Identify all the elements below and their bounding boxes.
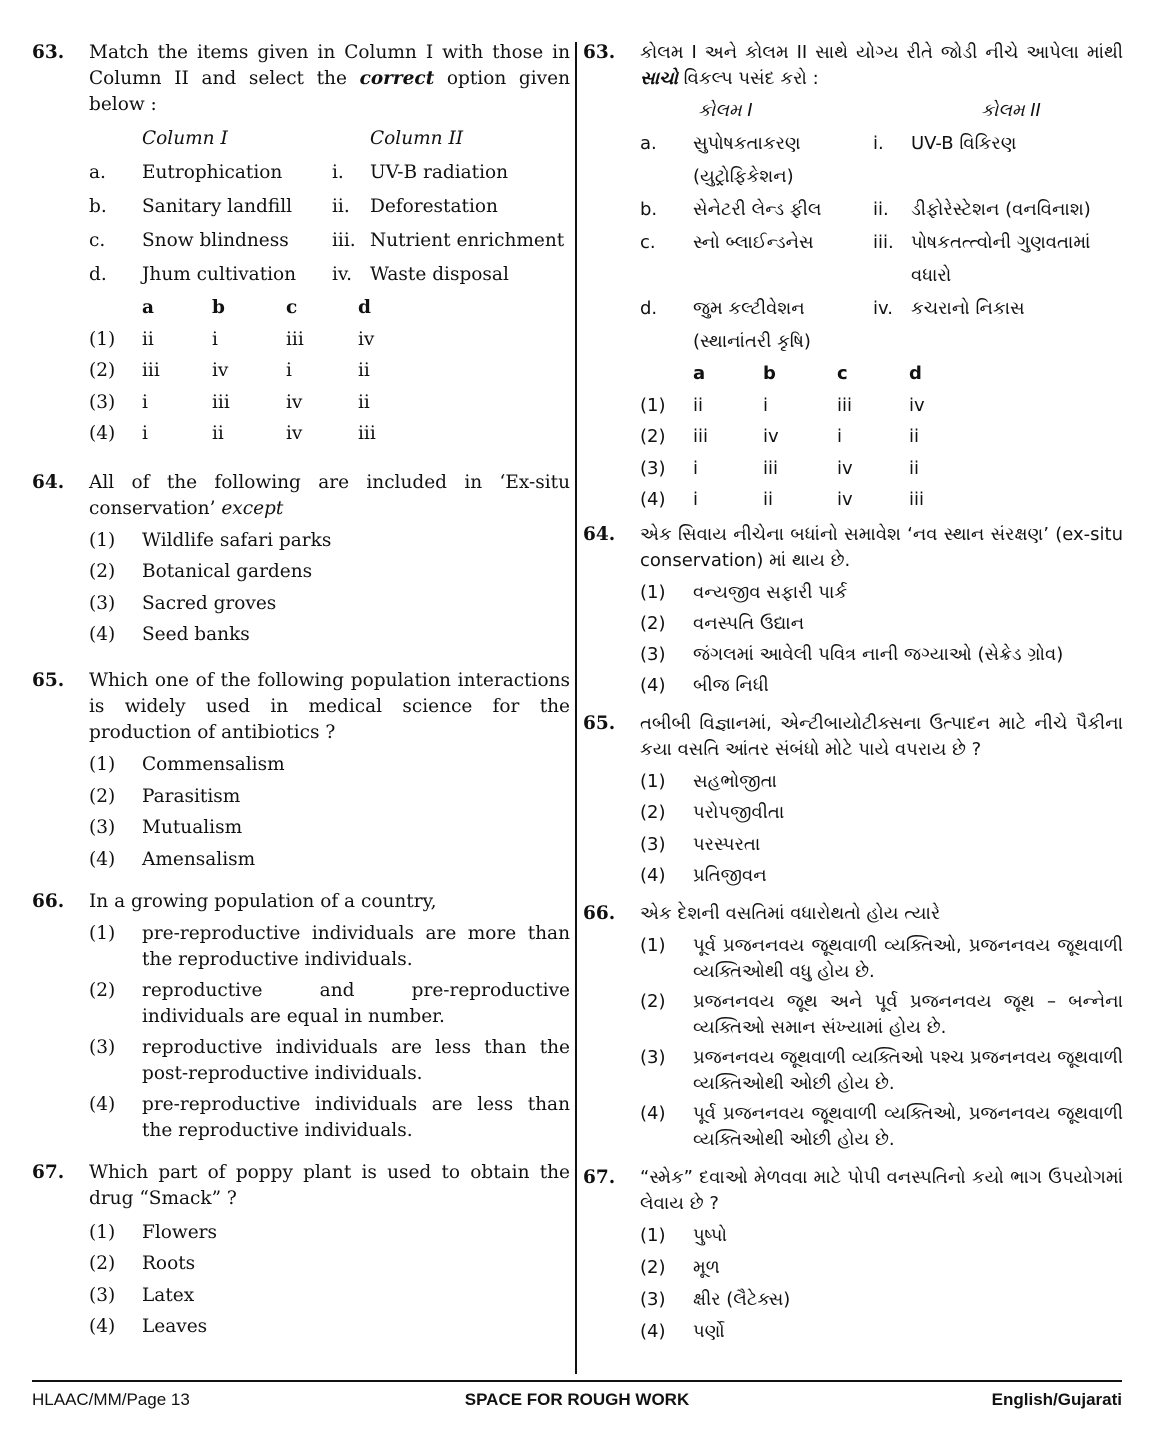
option-2[interactable]: (2) પ્રજનનવય જૂથ અને પૂર્વ પ્રજનનવય જૂથ – બન્નેના વ્યક્તિઓ સમાન સંખ્યામાં હોય છે. bbox=[640, 991, 1123, 1038]
option-4[interactable]: (4) Amensalism bbox=[89, 848, 256, 870]
match-row: d. જુમ કલ્ટીવેશન (સ્થાનાંતરી કૃષિ) iv. કચરાનો નિકાસ bbox=[640, 298, 1025, 352]
option-1[interactable]: (1) પૂર્વ પ્રજનનવય જૂથવાળી વ્યક્તિઓ, પ્રજનનવય જૂથવાળી વ્યક્તિઓથી વધુ હોય છે. bbox=[640, 935, 1123, 982]
question-66-gu bbox=[583, 901, 1123, 1153]
language-label: English/Gujarati bbox=[991, 1390, 1122, 1409]
option-2[interactable]: (2) પરોપજીવીતા bbox=[640, 802, 785, 823]
option-1[interactable]: (1) Flowers bbox=[89, 1221, 218, 1243]
question-64-en bbox=[32, 470, 570, 649]
column-1-heading: Column I bbox=[142, 128, 228, 149]
question-67-en bbox=[32, 1160, 570, 1341]
answer-option-4[interactable]: (4) i ii iv iii bbox=[89, 423, 376, 444]
question-66-en bbox=[32, 889, 570, 1144]
option-4[interactable]: (4) Leaves bbox=[89, 1316, 208, 1337]
match-row: c. સ્નો બ્લાઈન્ડનેસ iii. પોષકતત્ત્વોની ગુણવતામાં વધારો bbox=[640, 232, 1091, 286]
column-2-heading: કોલમ II bbox=[981, 100, 1041, 121]
option-1[interactable]: (1) સહભોજીતા bbox=[640, 770, 777, 792]
question-number: 66. bbox=[32, 890, 65, 912]
option-4[interactable]: (4) પર્ણો bbox=[640, 1321, 725, 1342]
question-stem: કોલમ I અને કોલમ II સાથે યોગ્ય રીતે જોડી નીચે આપેલા માંથી સાચો વિકલ્પ પસંદ કરો : bbox=[640, 42, 1123, 89]
question-65-en bbox=[32, 668, 570, 873]
option-4[interactable]: (4) બીજ નિધી bbox=[640, 674, 769, 696]
answer-option-2[interactable]: (2) iii iv i ii bbox=[89, 360, 370, 381]
option-3[interactable]: (3) reproductive individuals are less than the post-reproductive individuals. bbox=[89, 1036, 570, 1084]
option-2[interactable]: (2) Roots bbox=[89, 1253, 196, 1274]
answer-option-3[interactable]: (3) i iii iv ii bbox=[640, 457, 920, 479]
gujarati-column bbox=[583, 40, 1123, 1345]
option-3[interactable]: (3) પરસ્પરતા bbox=[640, 833, 761, 855]
column-2-heading: Column II bbox=[370, 128, 464, 149]
match-table bbox=[640, 94, 1123, 358]
english-column bbox=[32, 40, 570, 1340]
match-table bbox=[89, 122, 570, 292]
answer-option-1[interactable]: (1) ii i iii iv bbox=[89, 328, 375, 350]
match-table-header bbox=[89, 122, 570, 156]
page-footer bbox=[32, 1390, 1122, 1416]
option-3[interactable]: (3) Latex bbox=[89, 1284, 195, 1306]
match-row: a. Eutrophication i. UV-B radiation bbox=[89, 162, 509, 183]
footer-rule bbox=[32, 1380, 1122, 1382]
match-row: b. Sanitary landfill ii. Deforestation bbox=[89, 196, 498, 217]
question-number: 63. bbox=[32, 42, 65, 63]
question-number: 66. bbox=[583, 903, 616, 924]
option-2[interactable]: (2) reproductive and pre-reproductive individuals are equal in number. bbox=[89, 979, 570, 1027]
option-1[interactable]: (1) Commensalism bbox=[89, 754, 285, 775]
answer-grid bbox=[640, 358, 969, 516]
option-2[interactable]: (2) વનસ્પતિ ઉદ્યાન bbox=[640, 612, 805, 634]
column-1-heading: કોલમ I bbox=[698, 100, 753, 121]
question-number: 64. bbox=[583, 523, 616, 545]
answer-grid-header: a b c d bbox=[693, 363, 922, 384]
rough-work-note: SPACE FOR ROUGH WORK bbox=[464, 1390, 690, 1409]
match-row: c. Snow blindness iii. Nutrient enrichment bbox=[89, 230, 565, 251]
answer-option-4[interactable]: (4) i ii iv iii bbox=[640, 489, 925, 510]
match-row: b. સેનેટરી લેન્ડ ફીલ ii. ડીફોરેસ્ટેશન (વનવિનાશ) bbox=[640, 199, 1091, 220]
question-63-gu bbox=[583, 40, 1123, 516]
question-63-en bbox=[32, 40, 570, 450]
question-stem: Match the items given in Column I with those in Column II and select the correct option given below : bbox=[89, 42, 570, 115]
option-4[interactable]: (4) Seed banks bbox=[89, 624, 250, 645]
question-stem: In a growing population of a country, bbox=[89, 890, 437, 912]
question-stem: Which part of poppy plant is used to obtain the drug “Smack” ? bbox=[89, 1161, 570, 1209]
answer-option-1[interactable]: (1) ii i iii iv bbox=[640, 394, 925, 416]
question-number: 65. bbox=[32, 670, 65, 691]
question-65-gu bbox=[583, 711, 1123, 890]
question-stem: એક દેશની વસતિમાં વધારોથતો હોય ત્યારે bbox=[640, 903, 941, 924]
option-4[interactable]: (4) પ્રતિજીવન bbox=[640, 865, 767, 886]
question-number: 65. bbox=[583, 712, 616, 734]
option-3[interactable]: (3) Mutualism bbox=[89, 817, 243, 838]
match-table-header bbox=[640, 94, 1123, 127]
option-3[interactable]: (3) જંગલમાં આવેલી પવિત્ર નાની જગ્યાઓ (સેક્રેડ ગ્રોવ) bbox=[640, 643, 1064, 665]
option-3[interactable]: (3) પ્રજનનવય જૂથવાળી વ્યક્તિઓ પશ્ચ પ્રજનનવય જૂથવાળી વ્યક્તિઓથી ઓછી હોય છે. bbox=[640, 1047, 1123, 1094]
option-1[interactable]: (1) પુષ્પો bbox=[640, 1225, 727, 1246]
question-stem: તબીબી વિજ્ઞાનમાં, એન્ટીબાયોટીક્સના ઉત્પાદન માટે નીચે પૈકીના કયા વસતિ આંતર સંબંધો મોટે પાયે વપરાય છે ? bbox=[640, 712, 1123, 760]
question-number: 67. bbox=[583, 1167, 616, 1188]
option-3[interactable]: (3) ક્ષીર (લૈટેક્સ) bbox=[640, 1289, 791, 1310]
option-1[interactable]: (1) pre-reproductive individuals are more than the reproductive individuals. bbox=[89, 922, 570, 970]
question-67-gu bbox=[583, 1165, 1123, 1345]
answer-grid bbox=[89, 292, 418, 450]
question-number: 64. bbox=[32, 471, 65, 493]
option-2[interactable]: (2) Botanical gardens bbox=[89, 561, 313, 582]
answer-option-3[interactable]: (3) i iii iv ii bbox=[89, 391, 370, 413]
option-4[interactable]: (4) પૂર્વ પ્રજનનવય જૂથવાળી વ્યક્તિઓ, પ્રજનનવય જૂથવાળી વ્યક્તિઓથી ઓછી હોય છે. bbox=[640, 1103, 1123, 1150]
page-code: HLAAC/MM/Page 13 bbox=[32, 1390, 190, 1409]
option-1[interactable]: (1) વન્યજીવ સફારી પાર્ક bbox=[640, 581, 848, 603]
answer-option-2[interactable]: (2) iii iv i ii bbox=[640, 426, 920, 447]
question-64-gu bbox=[583, 522, 1123, 699]
option-3[interactable]: (3) Sacred groves bbox=[89, 592, 277, 614]
question-stem: All of the following are included in ‘Ex-situ conservation’ except bbox=[89, 471, 570, 519]
answer-grid-header: a b c d bbox=[142, 297, 371, 318]
match-row: d. Jhum cultivation iv. Waste disposal bbox=[89, 264, 509, 285]
question-number: 63. bbox=[583, 42, 616, 63]
option-1[interactable]: (1) Wildlife safari parks bbox=[89, 529, 332, 551]
option-2[interactable]: (2) મૂળ bbox=[640, 1257, 720, 1278]
match-row: a. સુપોષકતાકરણ (યુટ્રોફિકેશન) i. UV-B વિકિરણ bbox=[640, 133, 1017, 187]
question-stem: એક સિવાય નીચેના બધાંનો સમાવેશ ‘નવ સ્થાન સંરક્ષણ’ (ex-situ conservation) માં થાય છે. bbox=[640, 523, 1123, 571]
option-2[interactable]: (2) Parasitism bbox=[89, 785, 241, 807]
column-divider bbox=[575, 42, 577, 1374]
question-stem: Which one of the following population interactions is widely used in medical science for the production of antibiotics ? bbox=[89, 670, 570, 743]
question-stem: “સ્મેક” દવાઓ મેળવવા માટે પોપી વનસ્પતિનો કયો ભાગ ઉપયોગમાં લેવાય છે ? bbox=[640, 1167, 1123, 1214]
question-number: 67. bbox=[32, 1161, 65, 1183]
option-4[interactable]: (4) pre-reproductive individuals are less than the reproductive individuals. bbox=[89, 1093, 570, 1141]
